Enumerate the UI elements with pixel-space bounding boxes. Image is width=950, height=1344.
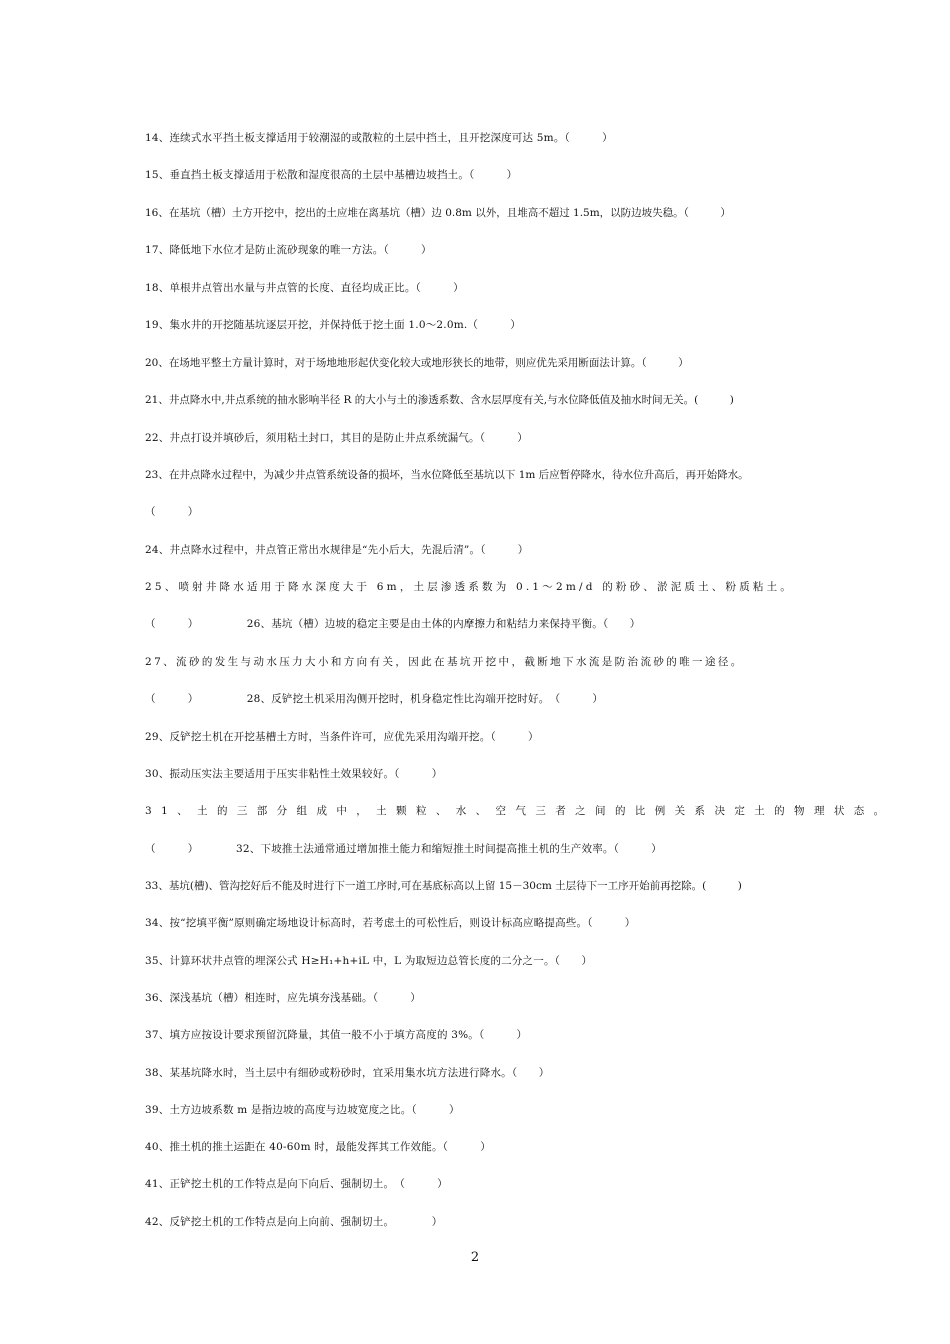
question-27-28: （ ） 28、反铲挖土机采用沟侧开挖时，机身稳定性比沟端开挖时好。 （ ） xyxy=(145,693,604,705)
question-39: 39、土方边坡系数 m 是指边坡的高度与边坡宽度之比。（ ） xyxy=(145,1104,460,1116)
page-number: 2 xyxy=(470,1250,480,1265)
question-31: 31、土的三部分组成中，土颗粒、水、空气三者之间的比例关系决定土的物理状态。 xyxy=(145,805,894,817)
question-40: 40、推土机的推土运距在 40-60m 时，最能发挥其工作效能。（ ） xyxy=(145,1141,491,1153)
question-31-32: （ ） 32、下坡推土法通常通过增加推土能力和缩短推土时间提高推土机的生产效率。（ ） xyxy=(145,843,662,855)
question-29: 29、反铲挖土机在开挖基槽土方时，当条件许可，应优先采用沟端开挖。（ ） xyxy=(145,731,539,743)
question-36: 36、深浅基坑（槽）相连时，应先填夯浅基础。（ ） xyxy=(145,992,422,1004)
question-25-26: （ ） 26、基坑（槽）边坡的稳定主要是由土体的内摩擦力和粘结力来保持平衡。（ ） xyxy=(145,618,641,630)
question-23: 23、在井点降水过程中，为减少井点管系统设备的损坏，当水位降低至基坑以下 1m 后应暂停降水，待水位升高后，再开始降水。 xyxy=(145,469,749,481)
question-24: 24、井点降水过程中，井点管正常出水规律是“先小后大，先混后清”。（ ） xyxy=(145,544,529,556)
question-14: 14、连续式水平挡土板支撑适用于较潮湿的或散粒的土层中挡土，且开挖深度可达 5m。（ ） xyxy=(145,132,613,144)
question-41: 41、正铲挖土机的工作特点是向下向后、强制切土。 （ ） xyxy=(145,1178,448,1190)
question-16: 16、在基坑（槽）土方开挖中，挖出的土应堆在离基坑（槽）边 0.8m 以外，且堆高不超过 1.5m，以防边坡失稳。（ ） xyxy=(145,207,731,219)
question-21: 21、井点降水中,井点系统的抽水影响半径 R 的大小与土的渗透系数、含水层厚度有关,与水位降低值及抽水时间无关。( ) xyxy=(145,394,734,406)
question-19: 19、集水井的开挖随基坑逐层开挖，并保持低于挖土面 1.0～2.0m.（ ） xyxy=(145,319,521,331)
question-38: 38、某基坑降水时，当土层中有细砂或粉砂时，宜采用集水坑方法进行降水。（ ） xyxy=(145,1067,550,1079)
question-34: 34、按“挖填平衡”原则确定场地设计标高时，若考虑土的可松性后，则设计标高应略提高些。（ ） xyxy=(145,917,636,929)
question-35: 35、计算环状井点管的埋深公式 H≥H₁+h+iL 中，L 为取短边总管长度的二分之一。（ ） xyxy=(145,955,593,967)
question-18: 18、单根井点管出水量与井点管的长度、直径均成正比。（ ） xyxy=(145,282,464,294)
question-22: 22、井点打设并填砂后，须用粘土封口，其目的是防止井点系统漏气。（ ） xyxy=(145,432,529,444)
question-20: 20、在场地平整土方量计算时，对于场地地形起伏变化较大或地形狭长的地带，则应优先采用断面法计算。（ ） xyxy=(145,357,689,369)
question-30: 30、振动压实法主要适用于压实非粘性土效果较好。（ ） xyxy=(145,768,443,780)
question-27: 27、流砂的发生与动水压力大小和方向有关，因此在基坑开挖中，截断地下水流是防治流砂的唯一途径。 xyxy=(145,656,744,668)
question-23-answer: （ ） xyxy=(145,506,199,518)
question-17: 17、降低地下水位才是防止流砂现象的唯一方法。（ ） xyxy=(145,244,432,256)
question-25: 25、喷射井降水适用于降水深度大于 6m，土层渗透系数为 0.1～2m/d 的粉砂、淤泥质土、粉质粘土。 xyxy=(145,581,795,593)
question-42: 42、反铲挖土机的工作特点是向上向前、强制切土。 ） xyxy=(145,1216,443,1228)
question-15: 15、垂直挡土板支撑适用于松散和湿度很高的土层中基槽边坡挡土。（ ） xyxy=(145,169,518,181)
question-37: 37、填方应按设计要求预留沉降量，其值一般不小于填方高度的 3%。（ ） xyxy=(145,1029,528,1041)
question-33: 33、基坑(槽)、管沟挖好后不能及时进行下一道工序时,可在基底标高以上留 15－30cm 土层待下一工序开始前再挖除。( ) xyxy=(145,880,742,892)
